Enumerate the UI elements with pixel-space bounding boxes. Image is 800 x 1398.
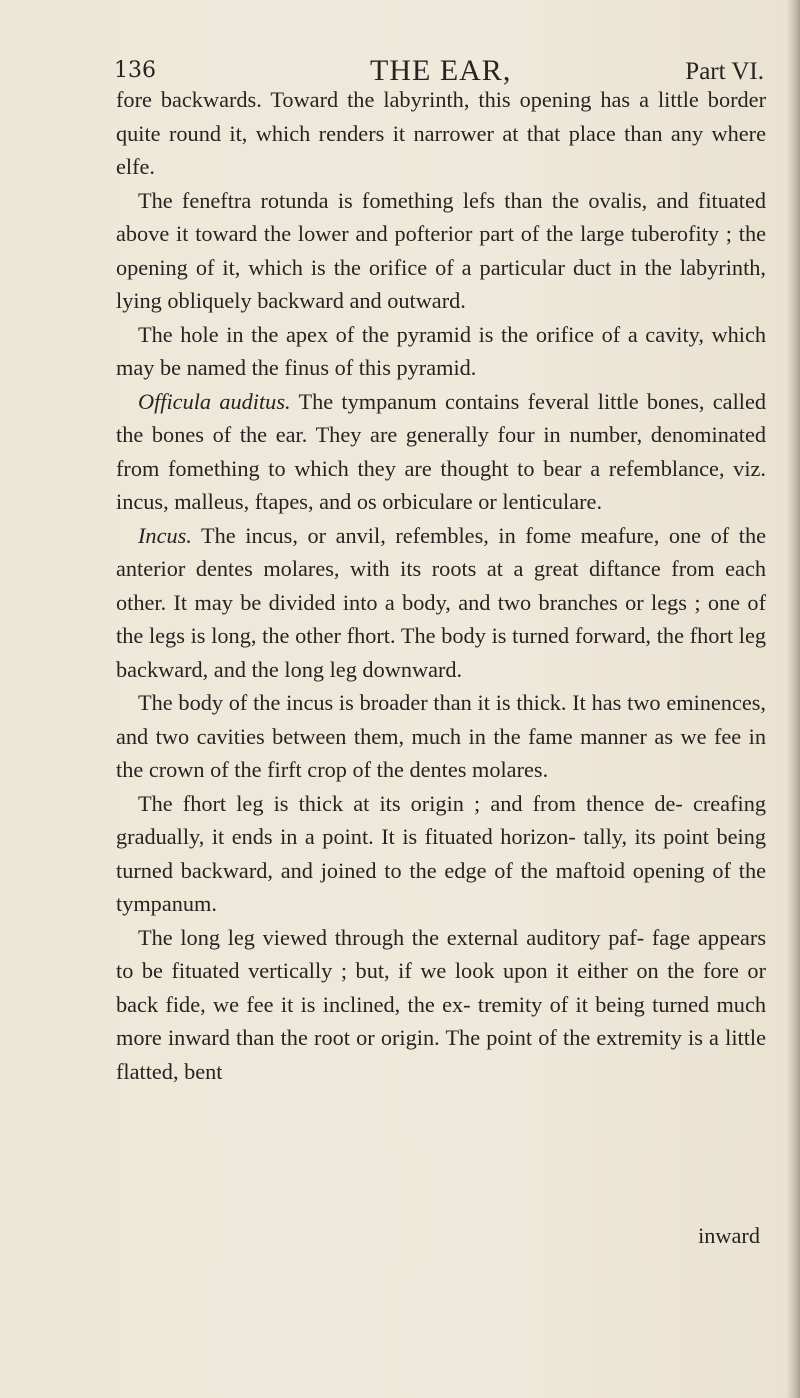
paragraph-6 [116,686,766,787]
paragraph-text: The incus, or anvil, refembles, in fome meafure, one of the anterior dentes molares, with its roots at a great diftance from each other. It may be divided into a body, and two branches or legs ; one of the legs is long, the other fhort. The body is turned forward, the fhort leg backward, and the long leg downward. [116,522,766,682]
body-text [116,83,766,1088]
catchword: inward [698,1223,760,1248]
page-number: 136 [114,58,156,83]
paragraph-8 [116,921,766,1089]
paragraph-text: The long leg viewed through the external auditory paf- fage appears to be fituated vertically ; but, if we look upon it either on the fore or back fide, we fee it is inclined, the ex- tremity of it being turned much more inward than the root or origin. The point of the extremity is a little flatted, bent [116,924,766,1084]
paragraph-text: The feneftra rotunda is fomething lefs than the ovalis, and fituated above it toward the lower and pofterior part of the large tuberofity ; the opening of it, which is the orifice of a particular duct in the labyrinth, lying obliquely backward and outward. [116,187,766,313]
paragraph-1 [116,83,766,184]
part-label: Part VI. [685,58,764,85]
paragraph-text: The body of the incus is broader than it is thick. It has two eminences, and two cavities between them, much in the fame manner as we fee in the crown of the firft crop of the dentes molares. [116,690,766,782]
paragraph-lead: Incus. [138,522,192,548]
paragraph-text: fore backwards. Toward the labyrinth, this opening has a little border quite round it, which renders it narrower at that place than any where elfe. [116,87,766,179]
paragraph-text: The fhort leg is thick at its origin ; and from thence de- creafing gradually, it ends in a point. It is fituated horizon- tally, its point being turned backward, and joined to the edge of the maftoid opening of the tympanum. [116,790,766,916]
paragraph-4 [116,385,766,519]
page-edge-shadow [786,0,800,1398]
running-title: THE EAR, [370,54,512,87]
paragraph-3 [116,318,766,385]
paragraph-2 [116,184,766,318]
paragraph-text: The tympanum contains feveral little bones, called the bones of the ear. They are generally four in number, denominated from fomething to which they are thought to bear a refemblance, viz. incus, malleus, ftapes, and os orbiculare or lenticulare. [116,388,767,514]
paragraph-lead: Officula auditus. [138,388,291,414]
paragraph-5 [116,519,766,687]
paragraph-7 [116,787,766,921]
paragraph-text: The hole in the apex of the pyramid is the orifice of a cavity, which may be named the finus of this pyramid. [116,321,766,380]
